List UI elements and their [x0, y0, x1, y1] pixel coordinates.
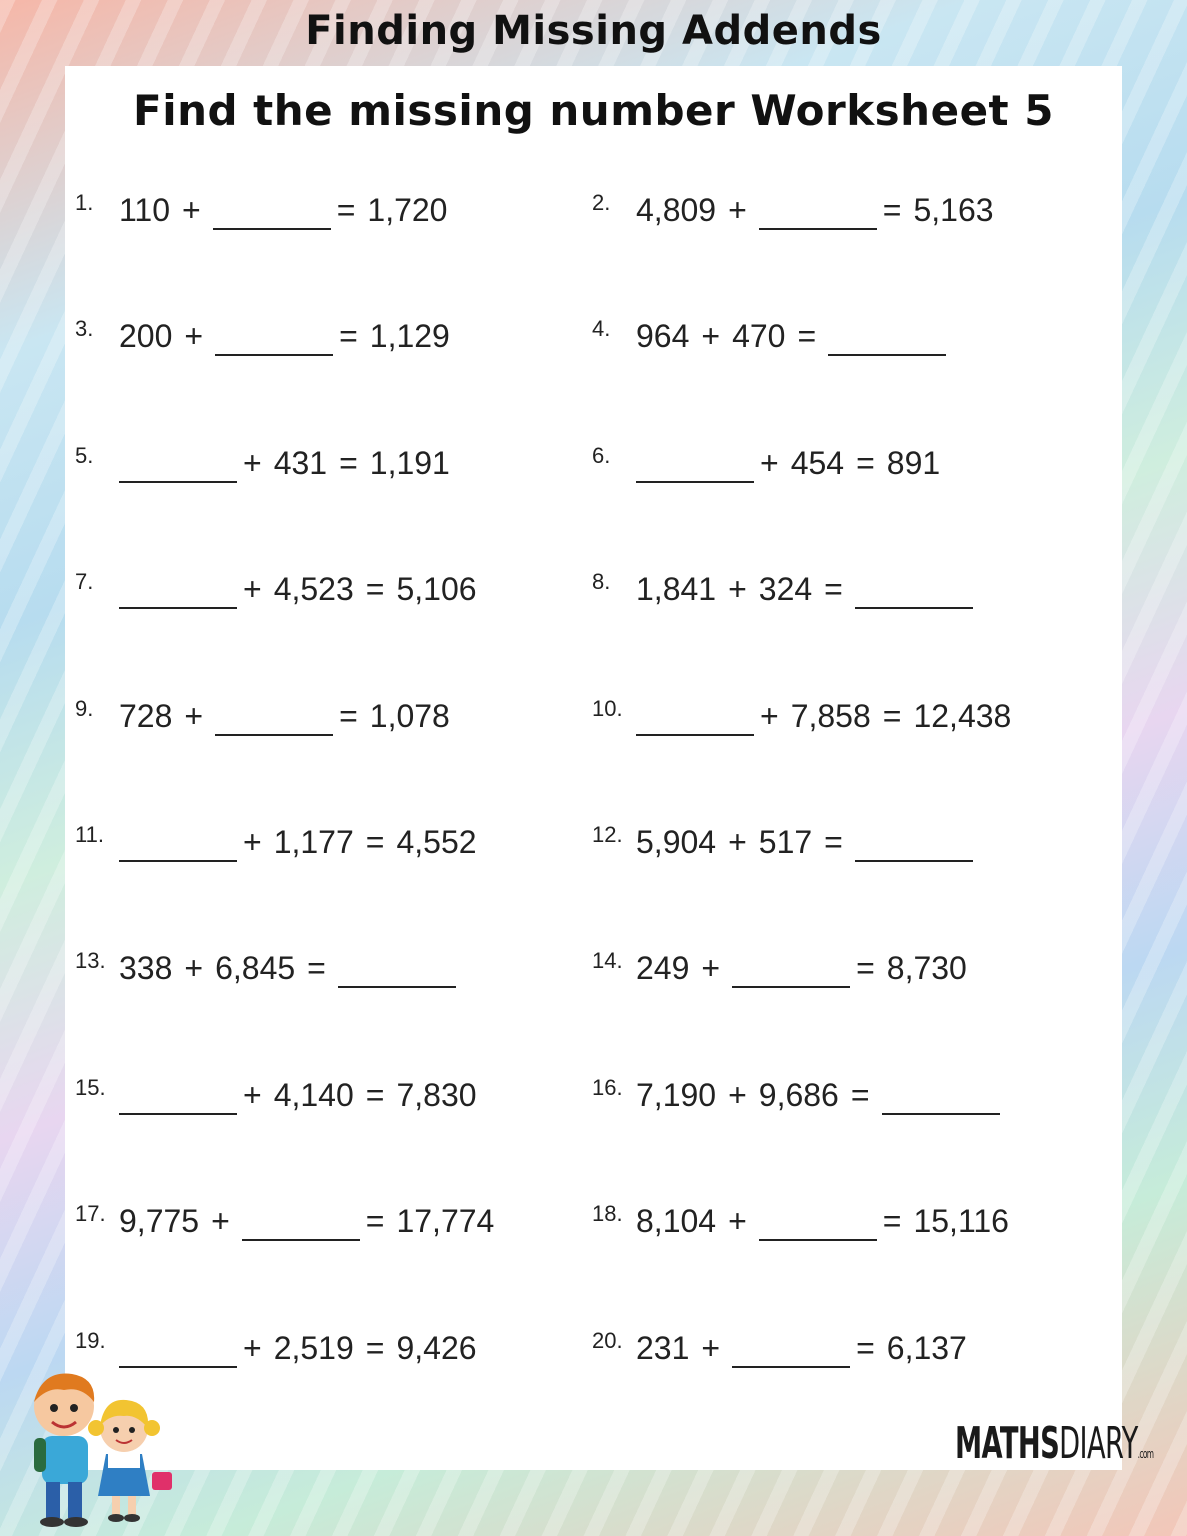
- problem-number: 1.: [75, 190, 94, 215]
- number-term: 728: [119, 697, 173, 734]
- number-term: 1,078: [369, 697, 450, 734]
- problem-item: [75, 1328, 489, 1368]
- number-term: 231: [636, 1329, 690, 1366]
- problem-item: [592, 822, 979, 862]
- problem-item: [592, 569, 979, 609]
- number-term: 8,730: [886, 950, 967, 987]
- problem-item: [592, 696, 1023, 736]
- number-term: 15,116: [913, 1203, 1009, 1240]
- operator: =: [882, 1203, 902, 1240]
- number-term: 110: [119, 192, 171, 228]
- operator: =: [824, 824, 843, 860]
- problem-number: 10.: [592, 695, 623, 721]
- answer-blank[interactable]: [636, 451, 754, 483]
- number-term: 517: [758, 824, 813, 860]
- problem-number: 19.: [75, 1327, 106, 1353]
- number-term: 5,163: [913, 192, 994, 228]
- problem-number: 12.: [592, 822, 623, 847]
- problem-number: 2.: [592, 190, 611, 215]
- number-term: 1,191: [369, 444, 450, 481]
- answer-blank[interactable]: [732, 1336, 850, 1368]
- operator: =: [856, 444, 875, 481]
- problem-item: [592, 1201, 1021, 1241]
- answer-blank[interactable]: [759, 198, 877, 230]
- problem-number: 13.: [75, 948, 106, 974]
- answer-blank[interactable]: [119, 577, 237, 609]
- logo-bold: MATHS: [955, 1418, 1060, 1469]
- answer-blank[interactable]: [119, 830, 237, 862]
- number-term: 4,523: [273, 571, 354, 608]
- answer-blank[interactable]: [338, 956, 456, 988]
- number-term: 1,720: [367, 192, 448, 228]
- problem-item: [75, 1075, 489, 1115]
- operator: +: [701, 950, 721, 987]
- operator: +: [243, 824, 262, 860]
- number-term: 12,438: [913, 697, 1012, 734]
- number-term: 7,190: [636, 1076, 717, 1113]
- number-term: 200: [119, 318, 173, 355]
- number-term: 17,774: [396, 1203, 495, 1240]
- problem-number: 6.: [592, 442, 611, 468]
- problem-item: [75, 696, 462, 736]
- kids-illustration: [12, 1368, 177, 1528]
- answer-blank[interactable]: [636, 704, 754, 736]
- operator: =: [365, 1203, 385, 1240]
- problem-number: 20.: [592, 1327, 623, 1353]
- number-term: 964: [636, 318, 690, 355]
- answer-blank[interactable]: [119, 1083, 237, 1115]
- number-term: 1,177: [273, 824, 354, 860]
- operator: +: [728, 1076, 747, 1113]
- operator: =: [856, 1329, 875, 1366]
- number-term: 454: [790, 444, 845, 481]
- problem-number: 14.: [592, 948, 623, 974]
- number-term: 249: [636, 950, 690, 987]
- worksheet-paper: [65, 66, 1122, 1470]
- operator: =: [336, 192, 356, 228]
- problem-item: [592, 1075, 1006, 1115]
- operator: +: [243, 571, 262, 608]
- logo-suffix: .com: [1137, 1447, 1154, 1461]
- operator: +: [182, 192, 201, 228]
- problem-number: 18.: [592, 1201, 623, 1227]
- problem-item: [592, 443, 952, 483]
- problem-item: [75, 443, 462, 483]
- operator: =: [307, 950, 326, 987]
- problem-number: 3.: [75, 316, 94, 342]
- operator: +: [760, 697, 779, 734]
- problem-item: [75, 948, 462, 988]
- problem-number: 16.: [592, 1074, 623, 1100]
- operator: =: [339, 318, 358, 355]
- problem-number: 8.: [592, 569, 611, 595]
- number-term: 7,830: [396, 1076, 477, 1113]
- number-term: 1,129: [369, 318, 450, 355]
- number-term: 9,775: [119, 1203, 200, 1240]
- operator: =: [856, 950, 875, 987]
- problem-item: [592, 316, 952, 356]
- operator: =: [882, 697, 902, 734]
- problem-number: 9.: [75, 695, 94, 721]
- operator: =: [797, 318, 817, 355]
- operator: +: [728, 192, 747, 228]
- problem-item: [592, 1328, 979, 1368]
- operator: =: [365, 571, 385, 608]
- number-term: 5,904: [636, 824, 717, 860]
- operator: +: [760, 444, 779, 481]
- operator: =: [339, 444, 358, 481]
- answer-blank[interactable]: [215, 704, 333, 736]
- operator: +: [243, 1076, 262, 1113]
- problem-item: [592, 190, 1006, 230]
- problem-item: [75, 190, 459, 230]
- operator: +: [184, 318, 204, 355]
- problem-number: 17.: [75, 1201, 106, 1227]
- operator: +: [701, 1329, 721, 1366]
- operator: =: [339, 697, 358, 734]
- number-term: 9,686: [758, 1076, 839, 1113]
- number-term: 2,519: [273, 1329, 354, 1366]
- problem-item: [592, 948, 979, 988]
- problem-number: 5.: [75, 442, 94, 468]
- number-term: 1,841: [636, 571, 717, 608]
- number-term: 431: [273, 444, 328, 481]
- operator: =: [850, 1076, 870, 1113]
- answer-blank[interactable]: [759, 1209, 877, 1241]
- operator: +: [701, 318, 721, 355]
- number-term: 338: [119, 950, 173, 987]
- operator: +: [243, 1329, 262, 1366]
- number-term: 7,858: [790, 697, 871, 734]
- operator: +: [728, 824, 747, 860]
- worksheet-subtitle: Find the missing number Worksheet 5: [133, 86, 1054, 135]
- mathsdiary-logo: [955, 1418, 1153, 1469]
- operator: =: [882, 192, 902, 228]
- number-term: 470: [732, 318, 786, 355]
- operator: +: [211, 1203, 230, 1240]
- logo-light: DIARY: [1059, 1418, 1138, 1469]
- answer-blank[interactable]: [732, 956, 850, 988]
- answer-blank[interactable]: [242, 1209, 360, 1241]
- answer-blank[interactable]: [119, 451, 237, 483]
- problem-number: 7.: [75, 569, 94, 595]
- number-term: 4,809: [636, 192, 717, 228]
- operator: =: [365, 1076, 385, 1113]
- number-term: 9,426: [396, 1329, 477, 1366]
- problem-number: 11.: [75, 822, 104, 847]
- problem-number: 4.: [592, 316, 611, 342]
- number-term: 6,137: [886, 1329, 967, 1366]
- operator: =: [365, 1329, 385, 1366]
- operator: +: [184, 697, 204, 734]
- number-term: 5,106: [396, 571, 477, 608]
- answer-blank[interactable]: [215, 324, 333, 356]
- operator: +: [243, 444, 262, 481]
- problem-number: 15.: [75, 1074, 106, 1100]
- answer-blank[interactable]: [882, 1083, 1000, 1115]
- problem-item: [75, 822, 489, 862]
- operator: =: [824, 571, 843, 608]
- problem-item: [75, 569, 489, 609]
- operator: =: [365, 824, 385, 860]
- number-term: 4,140: [273, 1076, 354, 1113]
- number-term: 8,104: [636, 1203, 717, 1240]
- worksheet-title: Finding Missing Addends: [305, 8, 882, 54]
- operator: +: [184, 950, 204, 987]
- problem-item: [75, 1201, 506, 1241]
- number-term: 4,552: [396, 824, 477, 860]
- problem-item: [75, 316, 462, 356]
- answer-blank[interactable]: [855, 830, 973, 862]
- number-term: 324: [758, 571, 813, 608]
- answer-blank[interactable]: [213, 198, 331, 230]
- number-term: 891: [886, 444, 941, 481]
- answer-blank[interactable]: [828, 324, 946, 356]
- operator: +: [728, 1203, 747, 1240]
- number-term: 6,845: [215, 950, 296, 987]
- operator: +: [728, 571, 747, 608]
- answer-blank[interactable]: [855, 577, 973, 609]
- answer-blank[interactable]: [119, 1336, 237, 1368]
